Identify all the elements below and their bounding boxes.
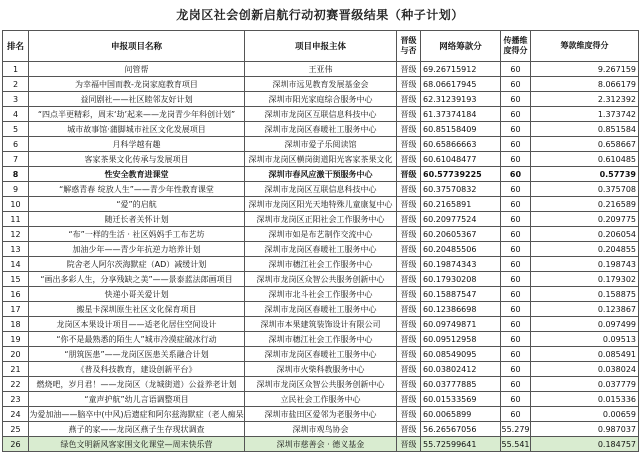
cell-project: 随迁长者关怀计划 [29, 212, 245, 227]
cell-dissemination: 60 [501, 197, 531, 212]
header-fundraise: 筹款维度得分 [531, 31, 639, 62]
cell-advance: 晋级 [397, 347, 421, 362]
cell-rank: 22 [3, 377, 29, 392]
cell-project: 龙岗区本果设计项目——适老化居住空间设计 [29, 317, 245, 332]
cell-rank: 15 [3, 272, 29, 287]
cell-fundraise: 0.209775 [531, 212, 639, 227]
cell-dissemination: 60 [501, 377, 531, 392]
header-org: 项目申报主体 [245, 31, 397, 62]
cell-dissemination: 60 [501, 212, 531, 227]
cell-fundraise: 0.610485 [531, 152, 639, 167]
cell-project: “朋筑医患”——龙岗区医患关系融合计划 [29, 347, 245, 362]
cell-dissemination: 60 [501, 242, 531, 257]
cell-fundraise: 0.015336 [531, 392, 639, 407]
table-row [3, 257, 639, 272]
table-row [3, 422, 639, 437]
cell-fundraise: 0.123867 [531, 302, 639, 317]
cell-org: 深圳市龙岗区互联信息科技中心 [245, 182, 397, 197]
cell-net-score: 55.72599641 [421, 437, 501, 452]
cell-org: 深圳市阳光家庭综合服务中心 [245, 92, 397, 107]
cell-org: 深圳市龙岗区众智公共服务创新中心 [245, 272, 397, 287]
cell-rank: 10 [3, 197, 29, 212]
table-row [3, 272, 639, 287]
cell-advance: 晋级 [397, 422, 421, 437]
cell-net-score: 60.61048477 [421, 152, 501, 167]
cell-advance: 晋级 [397, 257, 421, 272]
cell-net-score: 60.65866663 [421, 137, 501, 152]
cell-org: 深圳市火柴科教服务中心 [245, 362, 397, 377]
cell-net-score: 61.37374184 [421, 107, 501, 122]
cell-org: 深圳市慈善会 · 德义基金 [245, 437, 397, 452]
cell-org: 深圳市北斗社会工作服务中心 [245, 287, 397, 302]
cell-fundraise: 0.198743 [531, 257, 639, 272]
cell-dissemination: 60 [501, 407, 531, 422]
cell-advance: 晋级 [397, 212, 421, 227]
cell-dissemination: 60 [501, 302, 531, 317]
cell-fundraise: 0.206054 [531, 227, 639, 242]
cell-rank: 23 [3, 392, 29, 407]
cell-rank: 2 [3, 77, 29, 92]
cell-dissemination: 60 [501, 317, 531, 332]
cell-fundraise: 0.851584 [531, 122, 639, 137]
cell-project: 月科学越有趣 [29, 137, 245, 152]
cell-advance: 晋级 [397, 332, 421, 347]
cell-net-score: 60.2165891 [421, 197, 501, 212]
cell-net-score: 60.37570832 [421, 182, 501, 197]
header-row [3, 31, 639, 62]
cell-rank: 4 [3, 107, 29, 122]
cell-org: 深圳市穗江社会工作服务中心 [245, 257, 397, 272]
table-row [3, 347, 639, 362]
cell-dissemination: 60 [501, 287, 531, 302]
cell-rank: 3 [3, 92, 29, 107]
table-row [3, 212, 639, 227]
cell-rank: 18 [3, 317, 29, 332]
cell-net-score: 60.57739225 [421, 167, 501, 182]
cell-rank: 21 [3, 362, 29, 377]
cell-project: 城市故事馆·蒲脚城市社区文化发展项目 [29, 122, 245, 137]
cell-dissemination: 60 [501, 107, 531, 122]
cell-rank: 5 [3, 122, 29, 137]
cell-org: 深圳市远见教育发展基金会 [245, 77, 397, 92]
cell-project: 性安全教育进课堂 [29, 167, 245, 182]
cell-project: 客家茶果文化传承与发展项目 [29, 152, 245, 167]
cell-org: 深圳市龙岗区正阳社会工作服务中心 [245, 212, 397, 227]
cell-rank: 16 [3, 287, 29, 302]
cell-net-score: 60.09749871 [421, 317, 501, 332]
cell-rank: 25 [3, 422, 29, 437]
table-row [3, 197, 639, 212]
cell-project: 搬星卡深圳原生社区文化保育项目 [29, 302, 245, 317]
cell-dissemination: 60 [501, 392, 531, 407]
cell-net-score: 56.26567056 [421, 422, 501, 437]
cell-fundraise: 1.373742 [531, 107, 639, 122]
cell-dissemination: 55.541 [501, 437, 531, 452]
table-row [3, 332, 639, 347]
cell-advance: 晋级 [397, 107, 421, 122]
cell-advance: 晋级 [397, 62, 421, 77]
cell-fundraise: 9.267159 [531, 62, 639, 77]
cell-dissemination: 60 [501, 137, 531, 152]
cell-dissemination: 60 [501, 182, 531, 197]
cell-project: 为爱加油——脑卒中(中风)后遗症和阿尔兹海默症（老人痴呆 [29, 407, 245, 422]
cell-rank: 7 [3, 152, 29, 167]
cell-project: “解惑青春 绽放人生”——青少年性教育课堂 [29, 182, 245, 197]
cell-advance: 晋级 [397, 272, 421, 287]
cell-dissemination: 60 [501, 332, 531, 347]
cell-project: “四点半更精彩，周末‘劫’起来——龙岗青少年科创计划” [29, 107, 245, 122]
cell-fundraise: 0.038024 [531, 362, 639, 377]
cell-net-score: 60.20977524 [421, 212, 501, 227]
cell-advance: 晋级 [397, 167, 421, 182]
cell-project: “爱”的启航 [29, 197, 245, 212]
cell-advance: 晋级 [397, 392, 421, 407]
cell-fundraise: 0.00659 [531, 407, 639, 422]
cell-dissemination: 55.279 [501, 422, 531, 437]
cell-fundraise: 8.066179 [531, 77, 639, 92]
cell-org: 深圳市龙岗区春暖社工服务中心 [245, 242, 397, 257]
cell-fundraise: 0.085491 [531, 347, 639, 362]
cell-project: “童声护航”幼儿言语调整项目 [29, 392, 245, 407]
cell-advance: 晋级 [397, 152, 421, 167]
cell-project: 《普及科技教育，建设创新平台》 [29, 362, 245, 377]
table-row [3, 362, 639, 377]
cell-rank: 19 [3, 332, 29, 347]
table-row [3, 137, 639, 152]
table-row [3, 287, 639, 302]
cell-org: 深圳市盐田区爱邻为老服务中心 [245, 407, 397, 422]
header-advance: 晋级与否 [397, 31, 421, 62]
cell-advance: 晋级 [397, 242, 421, 257]
cell-net-score: 60.09512958 [421, 332, 501, 347]
cell-rank: 26 [3, 437, 29, 452]
cell-project: 燕子的家——龙岗区燕子生存现状调查 [29, 422, 245, 437]
table-row [3, 227, 639, 242]
cell-fundraise: 0.204855 [531, 242, 639, 257]
cell-rank: 1 [3, 62, 29, 77]
cell-org: 立民社会工作服务中心 [245, 392, 397, 407]
table-row [3, 77, 639, 92]
table-row [3, 167, 639, 182]
cell-fundraise: 0.216589 [531, 197, 639, 212]
cell-org: 深圳市龙岗区春暖社工服务中心 [245, 347, 397, 362]
cell-org: 深圳市龙岗区春暖社工服务中心 [245, 302, 397, 317]
cell-project: 问管帮 [29, 62, 245, 77]
table-row [3, 407, 639, 422]
header-dissemination: 传播维度得分 [501, 31, 531, 62]
cell-project: 快递小哥关爱计划 [29, 287, 245, 302]
cell-org: 深圳市爱子乐阅读馆 [245, 137, 397, 152]
cell-net-score: 60.03777885 [421, 377, 501, 392]
cell-fundraise: 0.158875 [531, 287, 639, 302]
cell-advance: 晋级 [397, 302, 421, 317]
cell-project: 益同剧社——社区睦邻友好计划 [29, 92, 245, 107]
cell-org: 深圳市龙岗区互联信息科技中心 [245, 107, 397, 122]
cell-rank: 17 [3, 302, 29, 317]
cell-advance: 晋级 [397, 437, 421, 452]
cell-rank: 24 [3, 407, 29, 422]
cell-org: 深圳市龙岗区春暖社工服务中心 [245, 122, 397, 137]
cell-org: 深圳市龙岗区阳光天地特殊儿童康复中心 [245, 197, 397, 212]
cell-fundraise: 0.658667 [531, 137, 639, 152]
cell-project: “画出多彩人生，分享残缺之美”——景泰蓝法郎画项目 [29, 272, 245, 287]
cell-rank: 6 [3, 137, 29, 152]
header-net-score: 网络筹款分 [421, 31, 501, 62]
cell-fundraise: 0.037779 [531, 377, 639, 392]
cell-advance: 晋级 [397, 77, 421, 92]
cell-net-score: 60.12386698 [421, 302, 501, 317]
cell-fundraise: 0.375708 [531, 182, 639, 197]
cell-dissemination: 60 [501, 362, 531, 377]
cell-fundraise: 0.184757 [531, 437, 639, 452]
cell-dissemination: 60 [501, 92, 531, 107]
table-row [3, 242, 639, 257]
cell-advance: 晋级 [397, 362, 421, 377]
cell-dissemination: 60 [501, 77, 531, 92]
cell-project: 院舍老人阿尔茨海默症（AD）减缓计划 [29, 257, 245, 272]
cell-project: “布”一样的生活 · 社区妈妈手工布艺坊 [29, 227, 245, 242]
table-row [3, 182, 639, 197]
table-row [3, 152, 639, 167]
cell-advance: 晋级 [397, 122, 421, 137]
cell-project: 为幸福中国而教-龙岗家庭教育项目 [29, 77, 245, 92]
table-row [3, 92, 639, 107]
cell-rank: 11 [3, 212, 29, 227]
cell-advance: 晋级 [397, 197, 421, 212]
results-table [2, 30, 639, 452]
cell-project: 燃烧吧，岁月君！——龙岗区（龙城街道）公益养老计划 [29, 377, 245, 392]
cell-net-score: 60.15887547 [421, 287, 501, 302]
table-body [3, 62, 639, 452]
cell-advance: 晋级 [397, 377, 421, 392]
cell-fundraise: 0.57739 [531, 167, 639, 182]
table-row [3, 392, 639, 407]
cell-net-score: 62.31239193 [421, 92, 501, 107]
cell-advance: 晋级 [397, 182, 421, 197]
cell-advance: 晋级 [397, 137, 421, 152]
cell-advance: 晋级 [397, 227, 421, 242]
cell-advance: 晋级 [397, 287, 421, 302]
cell-net-score: 60.03802412 [421, 362, 501, 377]
cell-org: 深圳市春风应激干预服务中心 [245, 167, 397, 182]
cell-fundraise: 2.312392 [531, 92, 639, 107]
page-title: 龙岗区社会创新启航行动初赛晋级结果（种子计划） [176, 8, 464, 22]
cell-net-score: 60.08549095 [421, 347, 501, 362]
cell-rank: 12 [3, 227, 29, 242]
cell-dissemination: 60 [501, 152, 531, 167]
cell-fundraise: 0.987037 [531, 422, 639, 437]
cell-dissemination: 60 [501, 122, 531, 137]
cell-dissemination: 60 [501, 272, 531, 287]
table-row [3, 107, 639, 122]
cell-advance: 晋级 [397, 92, 421, 107]
cell-net-score: 60.85158409 [421, 122, 501, 137]
cell-org: 王亚伟 [245, 62, 397, 77]
cell-project: “你不是最熟悉的陌生人”城市冷漠症破冰行动 [29, 332, 245, 347]
cell-project: 绿色文明新风客家围文化课堂—周末快乐营 [29, 437, 245, 452]
cell-net-score: 60.17930208 [421, 272, 501, 287]
table-row [3, 377, 639, 392]
cell-net-score: 60.01533569 [421, 392, 501, 407]
cell-fundraise: 0.09513 [531, 332, 639, 347]
cell-org: 深圳市本果建筑装饰设计有限公司 [245, 317, 397, 332]
table-row [3, 62, 639, 77]
cell-fundraise: 0.179302 [531, 272, 639, 287]
cell-advance: 晋级 [397, 317, 421, 332]
cell-fundraise: 0.097499 [531, 317, 639, 332]
cell-dissemination: 60 [501, 62, 531, 77]
header-rank: 排名 [3, 31, 29, 62]
cell-org: 深圳市穗江社会工作服务中心 [245, 332, 397, 347]
table-row [3, 317, 639, 332]
cell-rank: 20 [3, 347, 29, 362]
cell-dissemination: 60 [501, 347, 531, 362]
cell-dissemination: 60 [501, 167, 531, 182]
cell-org: 深圳市龙岗区众智公共服务创新中心 [245, 377, 397, 392]
table-row [3, 302, 639, 317]
cell-net-score: 68.06617945 [421, 77, 501, 92]
cell-project: 加油少年——青少年抗逆力培养计划 [29, 242, 245, 257]
cell-dissemination: 60 [501, 227, 531, 242]
header-project: 申报项目名称 [29, 31, 245, 62]
cell-net-score: 69.26715912 [421, 62, 501, 77]
cell-rank: 9 [3, 182, 29, 197]
cell-net-score: 60.19874343 [421, 257, 501, 272]
table-row [3, 437, 639, 452]
table-row [3, 122, 639, 137]
cell-org: 深圳市龙岗区横岗街道阳光客家茶果文化 [245, 152, 397, 167]
cell-org: 深圳市如是布艺制作交流中心 [245, 227, 397, 242]
cell-dissemination: 60 [501, 257, 531, 272]
cell-net-score: 60.20605367 [421, 227, 501, 242]
cell-rank: 8 [3, 167, 29, 182]
cell-net-score: 60.0065899 [421, 407, 501, 422]
cell-advance: 晋级 [397, 407, 421, 422]
cell-net-score: 60.20485506 [421, 242, 501, 257]
cell-rank: 13 [3, 242, 29, 257]
cell-org: 深圳市观鸟协会 [245, 422, 397, 437]
cell-rank: 14 [3, 257, 29, 272]
